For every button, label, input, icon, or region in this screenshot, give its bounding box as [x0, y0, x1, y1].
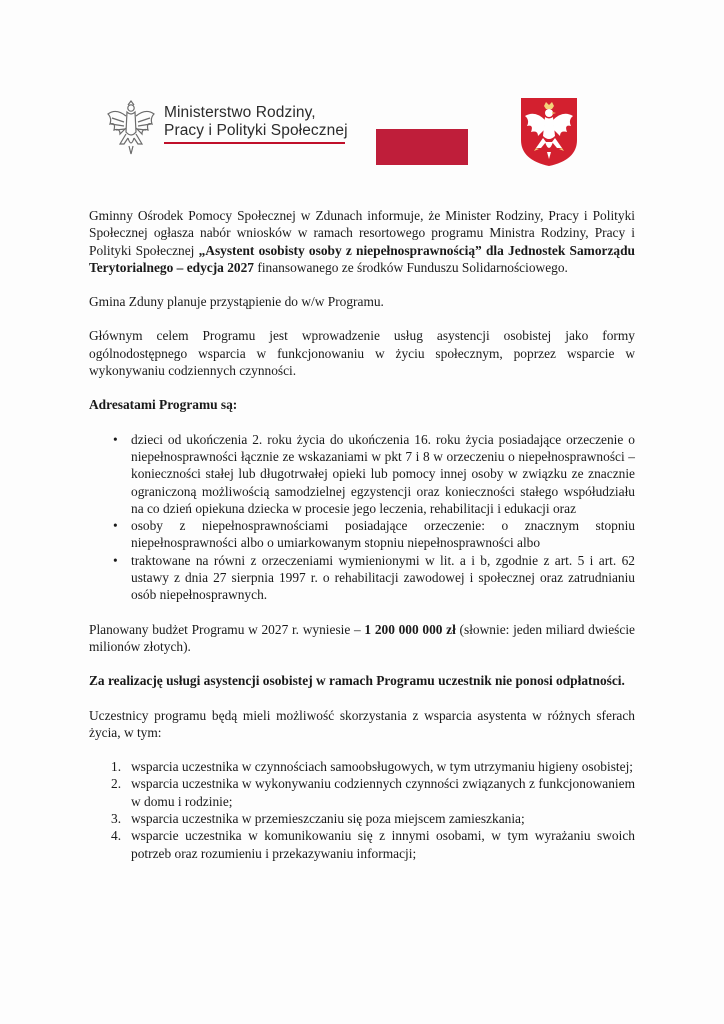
- list-item-text: wsparcia uczestnika w przemieszczaniu się poza miejscem zamieszkania;: [131, 811, 525, 827]
- budget-amount: 1 200 000 000 zł: [364, 621, 456, 637]
- goal-paragraph: Głównym celem Programu jest wprowadzenie usług asystencji osobistej jako formy ogólnodostępnego wsparcia w funkcjonowaniu w życiu społecznym, poprzez wsparcie w wykonywaniu codziennych czynności.: [89, 328, 635, 379]
- intro-text-start: Gminny Ośrodek Pomocy Społecznej w Zdunach informuje, że Minister Rodziny, Pracy i Polityki Społecznej ogłasza nabór wniosków w ramach resortowego programu Ministra Rodziny, Pracy i Polityki Społecznej: [89, 208, 635, 258]
- support-intro: Uczestnicy programu będą mieli możliwość skorzystania z wsparcia asystenta w różnych sferach życia, w tym:: [89, 707, 635, 740]
- addressees-list: [89, 431, 635, 604]
- list-item: [89, 810, 635, 827]
- bullet-icon: •: [113, 518, 118, 534]
- budget-paragraph: [89, 621, 635, 656]
- free-notice: [89, 672, 635, 689]
- list-item: [89, 552, 635, 604]
- plan-paragraph: Gmina Zduny planuje przystąpienie do w/w Programu.: [89, 294, 384, 310]
- budget-text-end: (słownie: jeden miliard dwieście milionów złotych).: [89, 621, 635, 654]
- ministry-underline: [164, 142, 345, 144]
- support-list: [89, 758, 635, 862]
- ministry-line-2: Pracy i Polityki Społecznej: [164, 122, 348, 139]
- list-number: 4.: [111, 828, 122, 844]
- list-item-text: wsparcie uczestnika w komunikowaniu się z innymi osobami, w tym wyrażaniu swoich potrzeb oraz rozumieniu i przekazywaniu informacji;: [131, 828, 635, 861]
- list-item-text: traktowane na równi z orzeczeniami wymienionymi w lit. a i b, zgodnie z art. 5 i art. 62 ustawy z dnia 27 sierpnia 1997 r. o rehabilitacji zawodowej i społecznej oraz zatrudnianiu osób niepełnosprawnych.: [131, 552, 635, 603]
- list-item: [89, 758, 635, 775]
- list-item: [89, 775, 635, 810]
- ministry-line-1: Ministerstwo Rodziny,: [164, 104, 316, 121]
- polish-coat-of-arms-icon: [519, 96, 579, 168]
- free-notice-text: Za realizację usługi asystencji osobistej w ramach Programu uczestnik nie ponosi odpłatności.: [89, 673, 625, 689]
- intro-paragraph: [89, 207, 635, 276]
- list-item-text: wsparcia uczestnika w wykonywaniu codziennych czynności związanych z funkcjonowaniem w domu i rodzinie;: [131, 776, 635, 809]
- bullet-icon: •: [113, 431, 118, 447]
- list-item-text: dzieci od ukończenia 2. roku życia do ukończenia 16. roku życia posiadające orzeczenie o niepełnosprawności łącznie ze wskazaniami w pkt 7 i 8 w orzeczeniu o niepełnosprawności – konieczności stałej lub długotrwałej opieki lub pomocy innej osoby w związku ze znacznie ograniczoną możliwością samodzielnej egzystencji oraz konieczności stałego współudziału na co dzień opiekuna dziecka w procesie jego leczenia, rehabilitacji i edukacji oraz: [131, 431, 635, 516]
- list-number: 2.: [111, 776, 122, 792]
- list-number: 3.: [111, 811, 122, 827]
- list-item: [89, 827, 635, 862]
- ministry-name: [164, 104, 348, 140]
- document-body: [89, 207, 635, 862]
- polish-eagle-icon: [106, 100, 156, 156]
- red-color-bar: [376, 129, 468, 165]
- addressees-heading: [89, 396, 635, 413]
- list-item-text: wsparcia uczestnika w czynnościach samoobsługowych, w tym utrzymaniu higieny osobistej;: [131, 759, 634, 775]
- addressees-heading-text: Adresatami Programu są:: [89, 397, 238, 413]
- list-item-text: osoby z niepełnosprawnościami posiadające orzeczenie: o znacznym stopniu niepełnosprawności albo o umiarkowanym stopniu niepełnosprawności albo: [131, 518, 635, 551]
- program-name: „Asystent osobisty osoby z niepełnosprawnością” dla Jednostek Samorządu Terytorialnego – edycja 2027: [89, 242, 635, 275]
- letterhead: [0, 96, 724, 176]
- list-item: [89, 517, 635, 552]
- list-item: [89, 431, 635, 517]
- intro-text-end: finansowanego ze środków Funduszu Solidarnościowego.: [254, 259, 568, 275]
- bullet-icon: •: [113, 552, 118, 568]
- budget-text-start: Planowany budżet Programu w 2027 r. wyniesie –: [89, 621, 365, 637]
- list-number: 1.: [111, 759, 122, 775]
